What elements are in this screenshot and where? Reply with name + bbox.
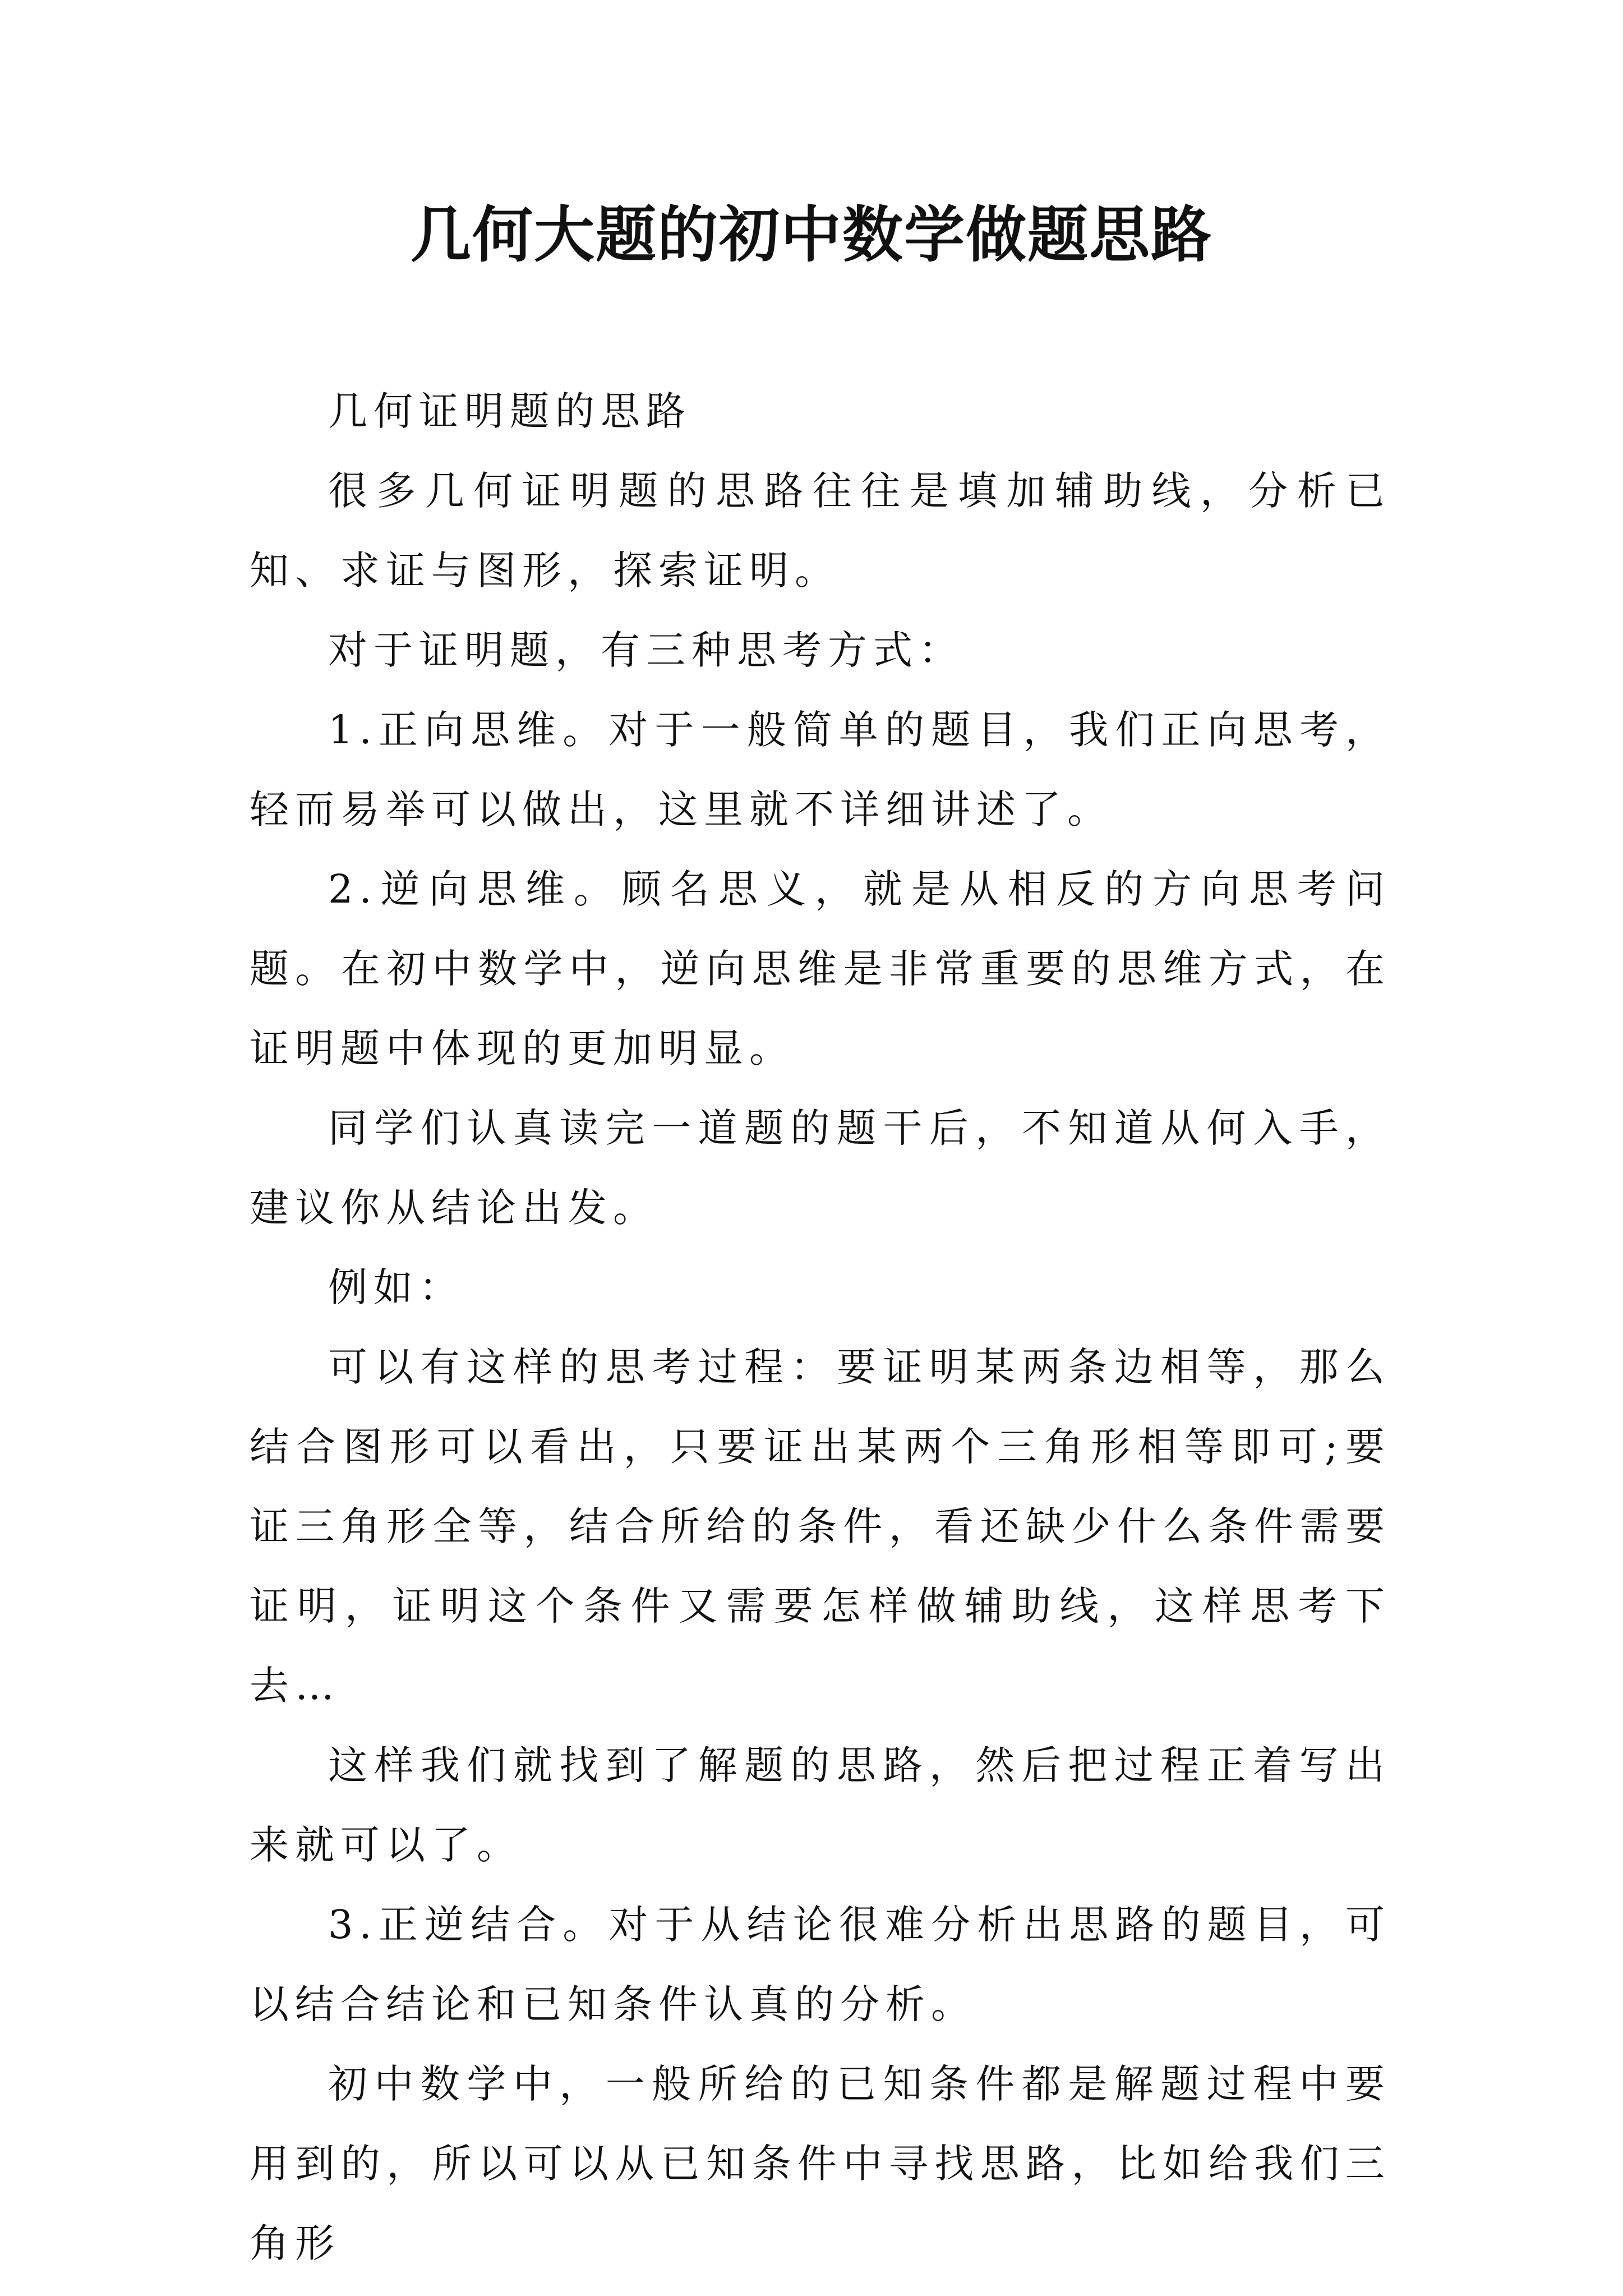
paragraph: 3.正逆结合。对于从结论很难分析出思路的题目，可以结合结论和已知条件认真的分析。 xyxy=(250,1902,1391,2027)
paragraph: 可以有这样的思考过程：要证明某两条边相等，那么结合图形可以看出，只要证出某两个三角形相等即可;要证三角形全等，结合所给的条件，看还缺少什么条件需要证明，证明这个条件又需要怎样做辅助线，这样思考下去… xyxy=(250,1344,1391,1709)
paragraph: 初中数学中，一般所给的已知条件都是解题过程中要用到的，所以可以从已知条件中寻找思路，比如给我们三角形 xyxy=(250,2061,1391,2266)
paragraph: 1.正向思维。对于一般简单的题目，我们正向思考，轻而易举可以做出，这里就不详细讲述了。 xyxy=(250,707,1391,832)
paragraph: 例如： xyxy=(328,1264,464,1310)
document-title: 几何大题的初中数学做题思路 xyxy=(410,200,1212,270)
paragraph: 对于证明题，有三种思考方式： xyxy=(328,627,964,673)
paragraph: 几何证明题的思路 xyxy=(328,388,691,434)
paragraph: 同学们认真读完一道题的题干后，不知道从何入手，建议你从结论出发。 xyxy=(250,1105,1391,1231)
document-body xyxy=(250,371,1391,2283)
paragraph: 这样我们就找到了解题的思路，然后把过程正着写出来就可以了。 xyxy=(250,1742,1391,1868)
paragraph: 2.逆向思维。顾名思义，就是从相反的方向思考问题。在初中数学中，逆向思维是非常重要的思维方式，在证明题中体现的更加明显。 xyxy=(250,866,1391,1071)
paragraph: 很多几何证明题的思路往往是填加辅助线，分析已知、求证与图形，探索证明。 xyxy=(250,468,1391,593)
